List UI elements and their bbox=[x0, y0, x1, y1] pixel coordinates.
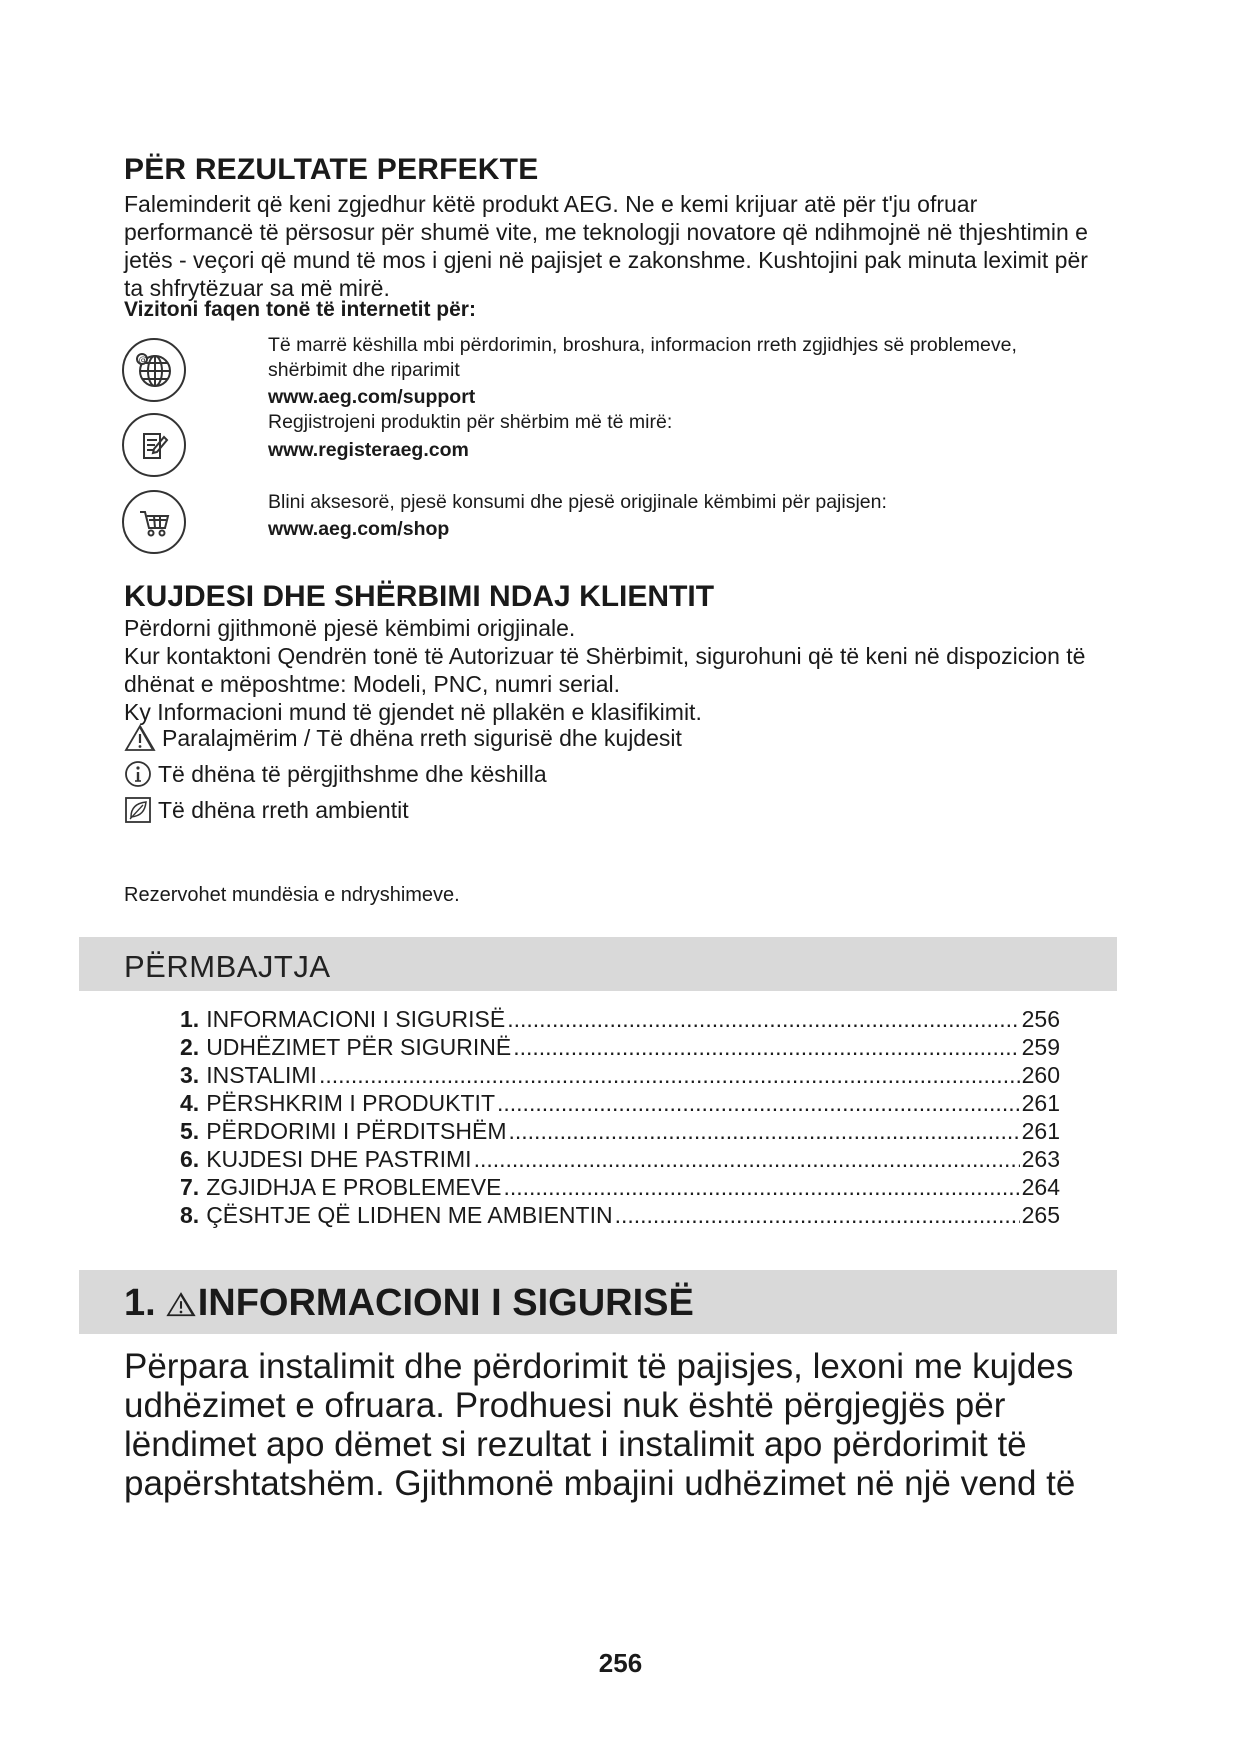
toc-title: PËRMBAJTJA bbox=[124, 949, 331, 984]
toc-item-label: PËRDORIMI I PËRDITSHËM bbox=[206, 1118, 507, 1144]
svg-text:@: @ bbox=[138, 355, 148, 366]
toc-item-number: 4. bbox=[180, 1090, 200, 1116]
toc-item[interactable] bbox=[180, 1005, 1060, 1033]
care-line-2: Kur kontaktoni Qendrën tonë të Autorizuar të Shërbimit, sigurohuni që të keni në dispozicion të dhënat e mëposhtme: Modeli, PNC, numri serial. bbox=[124, 643, 1086, 697]
legend-info-text: Të dhëna të përgjithshme dhe këshilla bbox=[158, 760, 547, 787]
legend-warning-text: Paralajmërim / Të dhëna rreth sigurisë dhe kujdesit bbox=[162, 724, 682, 751]
legend-environment bbox=[124, 796, 409, 824]
toc-header-bar bbox=[79, 937, 1117, 991]
table-of-contents bbox=[180, 1005, 1060, 1229]
legend-environment-text: Të dhëna rreth ambientit bbox=[158, 796, 409, 823]
reserved-rights-note: Rezervohet mundësia e ndryshimeve. bbox=[124, 884, 460, 906]
toc-leader-dots bbox=[319, 1061, 1020, 1089]
toc-leader-dots bbox=[615, 1201, 1020, 1229]
section-title-perfect-results: PËR REZULTATE PERFEKTE bbox=[124, 153, 539, 186]
toc-item-number: 7. bbox=[180, 1174, 200, 1200]
toc-item-label: KUJDESI DHE PASTRIMI bbox=[206, 1146, 472, 1172]
warning-icon bbox=[124, 724, 156, 752]
section-1-paragraph: Përpara instalimit dhe përdorimit të pajisjes, lexoni me kujdes udhëzimet e ofruara. Prodhuesi nuk është përgjegjës për lëndimet apo dëmet si rezultat i instalimit apo përdorimit të papërshtatshëm. Gjithmonë mbajini udhëzimet në një vend të bbox=[124, 1347, 1076, 1503]
toc-item-label: INFORMACIONI I SIGURISË bbox=[206, 1006, 506, 1032]
toc-item[interactable] bbox=[180, 1089, 1060, 1117]
toc-item-number: 2. bbox=[180, 1034, 200, 1060]
toc-leader-dots bbox=[503, 1173, 1019, 1201]
toc-item-page: 261 bbox=[1021, 1118, 1060, 1144]
section-1-title-text: INFORMACIONI I SIGURISË bbox=[197, 1282, 694, 1324]
section-1-header-bar bbox=[79, 1270, 1117, 1334]
care-paragraph bbox=[124, 614, 1124, 726]
toc-item-page: 256 bbox=[1021, 1006, 1060, 1032]
toc-item-label: ÇËSHTJE QË LIDHEN ME AMBIENTIN bbox=[206, 1202, 613, 1228]
shopping-cart-icon bbox=[122, 490, 186, 554]
shop-description: Blini aksesorë, pjesë konsumi dhe pjesë origjinale këmbimi për pajisjen: bbox=[268, 491, 887, 513]
intro-paragraph bbox=[124, 190, 1104, 302]
toc-item[interactable] bbox=[180, 1145, 1060, 1173]
toc-item-label: PËRSHKRIM I PRODUKTIT bbox=[206, 1090, 495, 1116]
toc-item[interactable] bbox=[180, 1033, 1060, 1061]
register-description: Regjistrojeni produktin për shërbim më të mirë: bbox=[268, 411, 673, 433]
toc-item-label: UDHËZIMET PËR SIGURINË bbox=[206, 1034, 512, 1060]
support-info bbox=[268, 333, 1068, 410]
visit-website-label: Vizitoni faqen tonë të internetit për: bbox=[124, 298, 476, 321]
section-1-number: 1. bbox=[124, 1282, 156, 1324]
toc-item-number: 8. bbox=[180, 1202, 200, 1228]
toc-leader-dots bbox=[507, 1005, 1019, 1033]
register-link[interactable]: www.registeraeg.com bbox=[268, 439, 469, 461]
info-icon bbox=[124, 760, 152, 788]
toc-leader-dots bbox=[497, 1089, 1020, 1117]
legend-warning bbox=[124, 724, 682, 752]
toc-item[interactable] bbox=[180, 1061, 1060, 1089]
toc-item-page: 264 bbox=[1021, 1174, 1060, 1200]
toc-item[interactable] bbox=[180, 1173, 1060, 1201]
care-line-1: Përdorni gjithmonë pjesë këmbimi origjinale. bbox=[124, 615, 576, 641]
toc-item-number: 1. bbox=[180, 1006, 200, 1032]
intro-text: Faleminderit që keni zgjedhur këtë produkt AEG. Ne e kemi krijuar atë për t'ju ofruar performancë të përsosur për shumë vite, me teknologji novatore që ndihmojnë në thjeshtimin e jetës - veçori që mund të mos i gjeni në pajisjet e zakonshme. Kushtojini pak minuta leximit për ta shfrytëzuar sa më mirë. bbox=[124, 191, 1088, 301]
toc-leader-dots bbox=[474, 1145, 1020, 1173]
leaf-icon bbox=[124, 796, 152, 824]
shop-link[interactable]: www.aeg.com/shop bbox=[268, 518, 450, 540]
section-1-title bbox=[124, 1282, 694, 1325]
legend-info bbox=[124, 760, 547, 788]
support-link[interactable]: www.aeg.com/support bbox=[268, 386, 476, 408]
register-info bbox=[268, 410, 1068, 463]
toc-item[interactable] bbox=[180, 1117, 1060, 1145]
toc-leader-dots bbox=[509, 1117, 1020, 1145]
page-number: 256 bbox=[598, 1648, 643, 1678]
toc-item-page: 263 bbox=[1021, 1146, 1060, 1172]
toc-leader-dots bbox=[513, 1033, 1019, 1061]
toc-item-label: INSTALIMI bbox=[206, 1062, 317, 1088]
toc-item-number: 5. bbox=[180, 1118, 200, 1144]
warning-icon bbox=[166, 1290, 196, 1318]
support-description: Të marrë këshilla mbi përdorimin, broshura, informacion rreth zgjidhjes së problemeve, shërbimit dhe riparimit bbox=[268, 334, 1017, 381]
toc-item-page: 265 bbox=[1021, 1202, 1060, 1228]
toc-item-page: 261 bbox=[1021, 1090, 1060, 1116]
toc-item-number: 6. bbox=[180, 1146, 200, 1172]
shop-info bbox=[268, 490, 1068, 542]
toc-item-number: 3. bbox=[180, 1062, 200, 1088]
register-icon bbox=[122, 413, 186, 477]
toc-item-page: 260 bbox=[1021, 1062, 1060, 1088]
care-line-3: Ky Informacioni mund të gjendet në pllakën e klasifikimit. bbox=[124, 699, 702, 725]
toc-item[interactable] bbox=[180, 1201, 1060, 1229]
toc-item-page: 259 bbox=[1021, 1034, 1060, 1060]
globe-icon bbox=[122, 338, 186, 402]
toc-item-label: ZGJIDHJA E PROBLEMEVE bbox=[206, 1174, 502, 1200]
section-title-customer-care: KUJDESI DHE SHËRBIMI NDAJ KLIENTIT bbox=[124, 580, 715, 613]
